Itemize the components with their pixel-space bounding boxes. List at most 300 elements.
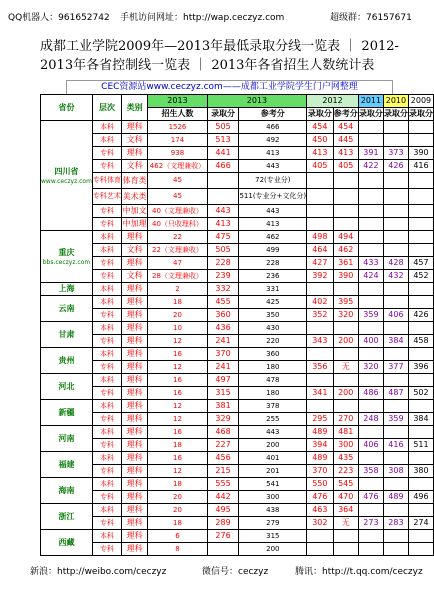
score-2009: 511 bbox=[408, 439, 433, 452]
level-cell: 本科 bbox=[92, 134, 121, 147]
score-2009 bbox=[408, 530, 433, 543]
province-name: 云南 bbox=[58, 303, 75, 313]
score-2012-cankao: 395 bbox=[333, 296, 358, 309]
score-2010 bbox=[383, 173, 408, 189]
table-row bbox=[41, 283, 434, 296]
score-2013-cankao: 315 bbox=[239, 530, 307, 543]
score-2012-luqu bbox=[307, 348, 333, 361]
level-cell: 专科艺术 bbox=[92, 189, 121, 205]
table-row bbox=[41, 147, 434, 160]
level-cell: 本科 bbox=[92, 504, 121, 517]
subject-cell: 理科 bbox=[121, 426, 147, 439]
score-2011: 433 bbox=[358, 257, 383, 270]
province-name: 海南 bbox=[58, 485, 75, 495]
score-2012-cankao: 300 bbox=[333, 439, 358, 452]
title-line-2: 2013年各省控制线一览表 ｜ 2013年各省招生人数统计表 bbox=[40, 58, 375, 73]
table-row bbox=[41, 218, 434, 231]
subject-cell: 理科 bbox=[121, 517, 147, 530]
province-cell bbox=[41, 530, 93, 556]
score-2013-luqu: 436 bbox=[207, 322, 239, 335]
subject-cell: 美术类 bbox=[121, 189, 147, 205]
score-2011: 248 bbox=[358, 413, 383, 426]
score-2010 bbox=[383, 504, 408, 517]
plan-cell: 12 bbox=[148, 465, 207, 478]
score-2013-luqu: 441 bbox=[207, 147, 239, 160]
score-2013-luqu: 215 bbox=[207, 465, 239, 478]
wechat-id: 微信号：ceczyz bbox=[202, 567, 269, 577]
level-cell: 本科 bbox=[92, 244, 121, 257]
plan-cell: 40（文理兼收） bbox=[148, 205, 207, 218]
score-2013-luqu: 442 bbox=[207, 491, 239, 504]
score-2009: 380 bbox=[408, 465, 433, 478]
score-2013-luqu bbox=[207, 543, 239, 556]
level-cell: 本科 bbox=[92, 322, 121, 335]
score-2009: 426 bbox=[408, 309, 433, 322]
subject-cell: 理科 bbox=[121, 322, 147, 335]
score-2009: 416 bbox=[408, 160, 433, 173]
score-2012-luqu: 370 bbox=[307, 465, 333, 478]
plan-cell: 18 bbox=[148, 439, 207, 452]
level-cell: 本科 bbox=[92, 530, 121, 543]
subject-cell: 理科 bbox=[121, 530, 147, 543]
score-2010 bbox=[383, 374, 408, 387]
score-2011 bbox=[358, 426, 383, 439]
score-2013-cankao: 443 bbox=[239, 205, 307, 218]
score-2013-cankao: 541 bbox=[239, 478, 307, 491]
plan-cell: 20 bbox=[148, 504, 207, 517]
province-cell bbox=[41, 296, 93, 322]
score-2011 bbox=[358, 348, 383, 361]
score-2013-cankao: 443 bbox=[239, 160, 307, 173]
table-row bbox=[41, 374, 434, 387]
score-2013-luqu: 497 bbox=[207, 374, 239, 387]
score-2009: 502 bbox=[408, 387, 433, 400]
subject-cell: 中加文 bbox=[121, 205, 147, 218]
score-2010: 432 bbox=[383, 270, 408, 283]
header-province: 省份 bbox=[41, 95, 93, 121]
level-cell: 本科 bbox=[92, 426, 121, 439]
score-2010 bbox=[383, 231, 408, 244]
score-2009 bbox=[408, 426, 433, 439]
score-2013-luqu: 276 bbox=[207, 530, 239, 543]
plan-cell: 12 bbox=[148, 400, 207, 413]
score-2013-luqu: 505 bbox=[207, 244, 239, 257]
plan-cell: 12 bbox=[148, 413, 207, 426]
score-2010 bbox=[383, 189, 408, 205]
table-row bbox=[41, 348, 434, 361]
plan-cell: 45 bbox=[148, 173, 207, 189]
score-2009: 452 bbox=[408, 270, 433, 283]
score-2012-cankao: 445 bbox=[333, 134, 358, 147]
score-2013-cankao: 331 bbox=[239, 283, 307, 296]
table-row bbox=[41, 121, 434, 134]
table-row bbox=[41, 543, 434, 556]
score-2010 bbox=[383, 134, 408, 147]
subject-cell: 理科 bbox=[121, 121, 147, 134]
score-2011 bbox=[358, 400, 383, 413]
score-2012-luqu: 464 bbox=[307, 244, 333, 257]
score-2010 bbox=[383, 348, 408, 361]
table-row bbox=[41, 244, 434, 257]
score-2009 bbox=[408, 400, 433, 413]
header-2012: 2012 bbox=[307, 95, 359, 108]
province-cell bbox=[41, 283, 93, 296]
header-2011: 2011 bbox=[358, 95, 383, 108]
score-2012-luqu: 427 bbox=[307, 257, 333, 270]
score-2010: 426 bbox=[383, 160, 408, 173]
score-2013-luqu: 289 bbox=[207, 517, 239, 530]
score-2010 bbox=[383, 478, 408, 491]
score-2013-cankao: 228 bbox=[239, 257, 307, 270]
score-2010: 283 bbox=[383, 517, 408, 530]
province-name: 四川省 bbox=[54, 167, 79, 176]
score-2010 bbox=[383, 400, 408, 413]
plan-cell: 20 bbox=[148, 491, 207, 504]
score-2011 bbox=[358, 121, 383, 134]
score-2012-cankao: 470 bbox=[333, 491, 358, 504]
header-2013-cankao: 参考分 bbox=[239, 108, 307, 121]
score-2012-luqu bbox=[307, 543, 333, 556]
province-name: 甘肃 bbox=[58, 329, 75, 339]
level-cell: 专科 bbox=[92, 270, 121, 283]
score-2012-cankao: 481 bbox=[333, 426, 358, 439]
score-2012-luqu: 413 bbox=[307, 147, 333, 160]
subject-cell: 体育类 bbox=[121, 173, 147, 189]
plan-cell: 47 bbox=[148, 257, 207, 270]
score-2011: 358 bbox=[358, 465, 383, 478]
score-2012-cankao: 223 bbox=[333, 465, 358, 478]
score-2013-luqu: 239 bbox=[207, 270, 239, 283]
score-2013-luqu: 443 bbox=[207, 205, 239, 218]
plan-cell: 28（文理兼收） bbox=[148, 270, 207, 283]
province-cell bbox=[41, 504, 93, 530]
subject-cell: 理科 bbox=[121, 413, 147, 426]
score-2011 bbox=[358, 374, 383, 387]
header-level: 层次 bbox=[92, 95, 121, 121]
level-cell: 专科 bbox=[92, 160, 121, 173]
mobile-url-label[interactable]: 手机访问网址：http://wap.ceczyz.com bbox=[120, 13, 285, 23]
score-2012-luqu: 489 bbox=[307, 452, 333, 465]
score-2013-cankao: 72(专业分) bbox=[239, 173, 307, 189]
score-2013-cankao: 220 bbox=[239, 335, 307, 348]
plan-cell: 45 bbox=[148, 189, 207, 205]
score-2012-luqu bbox=[307, 530, 333, 543]
province-cell bbox=[41, 452, 93, 478]
score-2011 bbox=[358, 452, 383, 465]
score-2009: 496 bbox=[408, 491, 433, 504]
score-2011 bbox=[358, 504, 383, 517]
score-2012-luqu bbox=[307, 173, 333, 189]
score-2011 bbox=[358, 231, 383, 244]
score-2012-luqu: 550 bbox=[307, 478, 333, 491]
score-2010: 359 bbox=[383, 413, 408, 426]
level-cell: 专科 bbox=[92, 439, 121, 452]
score-2013-cankao: 478 bbox=[239, 374, 307, 387]
table-row bbox=[41, 361, 434, 374]
score-2013-luqu: 332 bbox=[207, 283, 239, 296]
score-2009 bbox=[408, 504, 433, 517]
score-2011 bbox=[358, 322, 383, 335]
score-2011 bbox=[358, 244, 383, 257]
score-2013-luqu: 241 bbox=[207, 361, 239, 374]
subject-cell: 理科 bbox=[121, 387, 147, 400]
subject-cell: 理科 bbox=[121, 439, 147, 452]
plan-cell: 18 bbox=[148, 478, 207, 491]
plan-cell: 938 bbox=[148, 147, 207, 160]
score-2009 bbox=[408, 348, 433, 361]
score-2010: 416 bbox=[383, 439, 408, 452]
subject-cell: 理科 bbox=[121, 348, 147, 361]
score-2009 bbox=[408, 244, 433, 257]
score-2013-luqu: 381 bbox=[207, 400, 239, 413]
score-2012-luqu bbox=[307, 218, 333, 231]
score-2012-cankao: 435 bbox=[333, 452, 358, 465]
score-2011 bbox=[358, 530, 383, 543]
table-row bbox=[41, 160, 434, 173]
score-2012-luqu: 394 bbox=[307, 439, 333, 452]
score-2012-luqu: 341 bbox=[307, 387, 333, 400]
score-2013-luqu: 360 bbox=[207, 309, 239, 322]
level-cell: 专科 bbox=[92, 257, 121, 270]
score-2012-cankao bbox=[333, 283, 358, 296]
level-cell: 专科 bbox=[92, 147, 121, 160]
score-2010 bbox=[383, 121, 408, 134]
weibo-link[interactable]: 新浪：http://weibo.com/ceczyz bbox=[30, 567, 167, 577]
score-2012-luqu: 392 bbox=[307, 270, 333, 283]
province-name: 贵州 bbox=[58, 355, 75, 365]
subject-cell: 理科 bbox=[121, 257, 147, 270]
score-2011: 476 bbox=[358, 491, 383, 504]
score-2012-cankao bbox=[333, 322, 358, 335]
header-plan: 招生人数 bbox=[148, 108, 207, 121]
subject-cell: 文科 bbox=[121, 134, 147, 147]
province-cell bbox=[41, 478, 93, 504]
subject-cell: 理科 bbox=[121, 283, 147, 296]
province-cell bbox=[41, 322, 93, 348]
score-2011: 422 bbox=[358, 160, 383, 173]
province-cell bbox=[41, 231, 93, 283]
score-2011: 391 bbox=[358, 147, 383, 160]
tencent-link[interactable]: 腾讯：http://t.qq.com/ceczyz bbox=[295, 567, 423, 577]
score-2013-luqu: 370 bbox=[207, 348, 239, 361]
level-cell: 本科 bbox=[92, 283, 121, 296]
plan-cell: 22（文理兼收） bbox=[148, 244, 207, 257]
score-2010: 373 bbox=[383, 147, 408, 160]
level-cell: 本科 bbox=[92, 400, 121, 413]
province-watermark: www.ceczyz.com bbox=[41, 178, 92, 185]
score-2009 bbox=[408, 134, 433, 147]
table-row bbox=[41, 478, 434, 491]
score-2009 bbox=[408, 283, 433, 296]
plan-cell: 2 bbox=[148, 283, 207, 296]
table-row bbox=[41, 491, 434, 504]
score-2012-cankao: 200 bbox=[333, 387, 358, 400]
score-2010 bbox=[383, 426, 408, 439]
score-2011 bbox=[358, 283, 383, 296]
score-2011 bbox=[358, 543, 383, 556]
score-2012-cankao bbox=[333, 543, 358, 556]
score-2010 bbox=[383, 244, 408, 257]
score-2013-cankao: 279 bbox=[239, 517, 307, 530]
table-row bbox=[41, 426, 434, 439]
score-2011 bbox=[358, 296, 383, 309]
level-cell: 专科 bbox=[92, 387, 121, 400]
qq-robot-label: QQ机器人：961652742 bbox=[8, 13, 110, 23]
header-2010-luqu: 录取分 bbox=[383, 108, 408, 121]
subject-cell: 理科 bbox=[121, 147, 147, 160]
plan-cell: 40（只收理科） bbox=[148, 218, 207, 231]
score-2009: 390 bbox=[408, 147, 433, 160]
level-cell: 专科 bbox=[92, 361, 121, 374]
plan-cell: 8 bbox=[148, 543, 207, 556]
table-row bbox=[41, 413, 434, 426]
plan-cell: 16 bbox=[148, 348, 207, 361]
score-2013-cankao: 511(专业分+文化分) bbox=[239, 189, 307, 205]
score-2012-cankao: 270 bbox=[333, 413, 358, 426]
score-2011: 273 bbox=[358, 517, 383, 530]
score-2011: 424 bbox=[358, 270, 383, 283]
score-2009 bbox=[408, 478, 433, 491]
score-2012-cankao bbox=[333, 218, 358, 231]
score-2011: 320 bbox=[358, 361, 383, 374]
level-cell: 专科 bbox=[92, 205, 121, 218]
score-2011 bbox=[358, 218, 383, 231]
table-row bbox=[41, 322, 434, 335]
table-row bbox=[41, 205, 434, 218]
score-2012-luqu: 302 bbox=[307, 517, 333, 530]
score-2013-luqu bbox=[207, 173, 239, 189]
score-2012-cankao: 390 bbox=[333, 270, 358, 283]
table-row bbox=[41, 439, 434, 452]
subject-cell: 文科 bbox=[121, 270, 147, 283]
table-row bbox=[41, 335, 434, 348]
table-row bbox=[41, 400, 434, 413]
score-2013-cankao: 180 bbox=[239, 361, 307, 374]
level-cell: 专科体育 bbox=[92, 173, 121, 189]
score-2009 bbox=[408, 296, 433, 309]
province-name: 新疆 bbox=[58, 407, 75, 417]
score-2012-luqu: 498 bbox=[307, 231, 333, 244]
score-2012-luqu: 402 bbox=[307, 296, 333, 309]
plan-cell: 462（文理兼收） bbox=[148, 160, 207, 173]
plan-cell: 16 bbox=[148, 387, 207, 400]
plan-cell: 20 bbox=[148, 309, 207, 322]
subject-cell: 文科 bbox=[121, 244, 147, 257]
score-2012-cankao: 无 bbox=[333, 517, 358, 530]
score-2013-luqu: 475 bbox=[207, 231, 239, 244]
plan-cell: 1526 bbox=[148, 121, 207, 134]
score-2009 bbox=[408, 231, 433, 244]
score-2010: 487 bbox=[383, 387, 408, 400]
province-name: 浙江 bbox=[58, 511, 75, 521]
level-cell: 专科 bbox=[92, 517, 121, 530]
table-row bbox=[41, 270, 434, 283]
table-row bbox=[41, 452, 434, 465]
score-2011 bbox=[358, 173, 383, 189]
score-2011: 486 bbox=[358, 387, 383, 400]
score-2010 bbox=[383, 218, 408, 231]
plan-cell: 12 bbox=[148, 361, 207, 374]
score-2010: 384 bbox=[383, 335, 408, 348]
subject-cell: 理科 bbox=[121, 231, 147, 244]
score-2012-luqu: 356 bbox=[307, 361, 333, 374]
score-2013-cankao: 499 bbox=[239, 244, 307, 257]
header-2009-luqu: 录取分 bbox=[408, 108, 433, 121]
score-2013-luqu: 456 bbox=[207, 452, 239, 465]
score-2013-luqu: 466 bbox=[207, 160, 239, 173]
score-2012-cankao: 494 bbox=[333, 231, 358, 244]
score-2012-cankao bbox=[333, 530, 358, 543]
plan-cell: 6 bbox=[148, 530, 207, 543]
score-2012-luqu bbox=[307, 400, 333, 413]
province-name: 福建 bbox=[58, 459, 75, 469]
score-2010 bbox=[383, 530, 408, 543]
table-row bbox=[41, 173, 434, 189]
score-2009 bbox=[408, 189, 433, 205]
subject-cell: 理科 bbox=[121, 452, 147, 465]
header-2012-luqu: 录取分 bbox=[307, 108, 333, 121]
subject-cell: 理科 bbox=[121, 543, 147, 556]
score-2009 bbox=[408, 543, 433, 556]
subject-cell: 理科 bbox=[121, 361, 147, 374]
level-cell: 专科 bbox=[92, 491, 121, 504]
province-cell bbox=[41, 121, 93, 231]
table-row bbox=[41, 296, 434, 309]
level-cell: 本科 bbox=[92, 452, 121, 465]
province-name: 河南 bbox=[58, 433, 75, 443]
score-2012-cankao: 200 bbox=[333, 335, 358, 348]
score-2012-luqu: 476 bbox=[307, 491, 333, 504]
footer-links bbox=[30, 564, 423, 578]
table-row bbox=[41, 387, 434, 400]
score-2013-cankao: 462 bbox=[239, 231, 307, 244]
score-2012-cankao bbox=[333, 205, 358, 218]
score-2012-cankao: 无 bbox=[333, 361, 358, 374]
table-row bbox=[41, 504, 434, 517]
score-2011: 400 bbox=[358, 335, 383, 348]
score-2013-cankao: 438 bbox=[239, 504, 307, 517]
score-2012-cankao: 320 bbox=[333, 309, 358, 322]
super-group-label: 超级群：76157671 bbox=[330, 13, 412, 23]
score-2013-luqu: 455 bbox=[207, 296, 239, 309]
subject-cell: 理科 bbox=[121, 400, 147, 413]
level-cell: 专科 bbox=[92, 218, 121, 231]
score-2013-cankao: 413 bbox=[239, 147, 307, 160]
score-2013-luqu: 555 bbox=[207, 478, 239, 491]
score-2009 bbox=[408, 173, 433, 189]
table-row bbox=[41, 134, 434, 147]
table-row bbox=[41, 517, 434, 530]
score-2011 bbox=[358, 478, 383, 491]
province-name: 重庆 bbox=[58, 248, 75, 257]
level-cell: 本科 bbox=[92, 231, 121, 244]
score-2010: 428 bbox=[383, 257, 408, 270]
subject-cell: 理科 bbox=[121, 296, 147, 309]
score-2013-luqu: 315 bbox=[207, 387, 239, 400]
plan-cell: 16 bbox=[148, 452, 207, 465]
province-name: 河北 bbox=[58, 381, 75, 391]
source-banner[interactable]: CEC资源站www.ceczyz.com——成都工业学院学生门户网整理 bbox=[66, 80, 393, 95]
table-row bbox=[41, 231, 434, 244]
score-2013-luqu: 495 bbox=[207, 504, 239, 517]
plan-cell: 10 bbox=[148, 322, 207, 335]
score-2013-cankao: 180 bbox=[239, 387, 307, 400]
table-row bbox=[41, 309, 434, 322]
subject-cell: 理科 bbox=[121, 374, 147, 387]
score-2013-cankao: 378 bbox=[239, 400, 307, 413]
subject-cell: 理科 bbox=[121, 335, 147, 348]
score-2013-cankao: 350 bbox=[239, 309, 307, 322]
